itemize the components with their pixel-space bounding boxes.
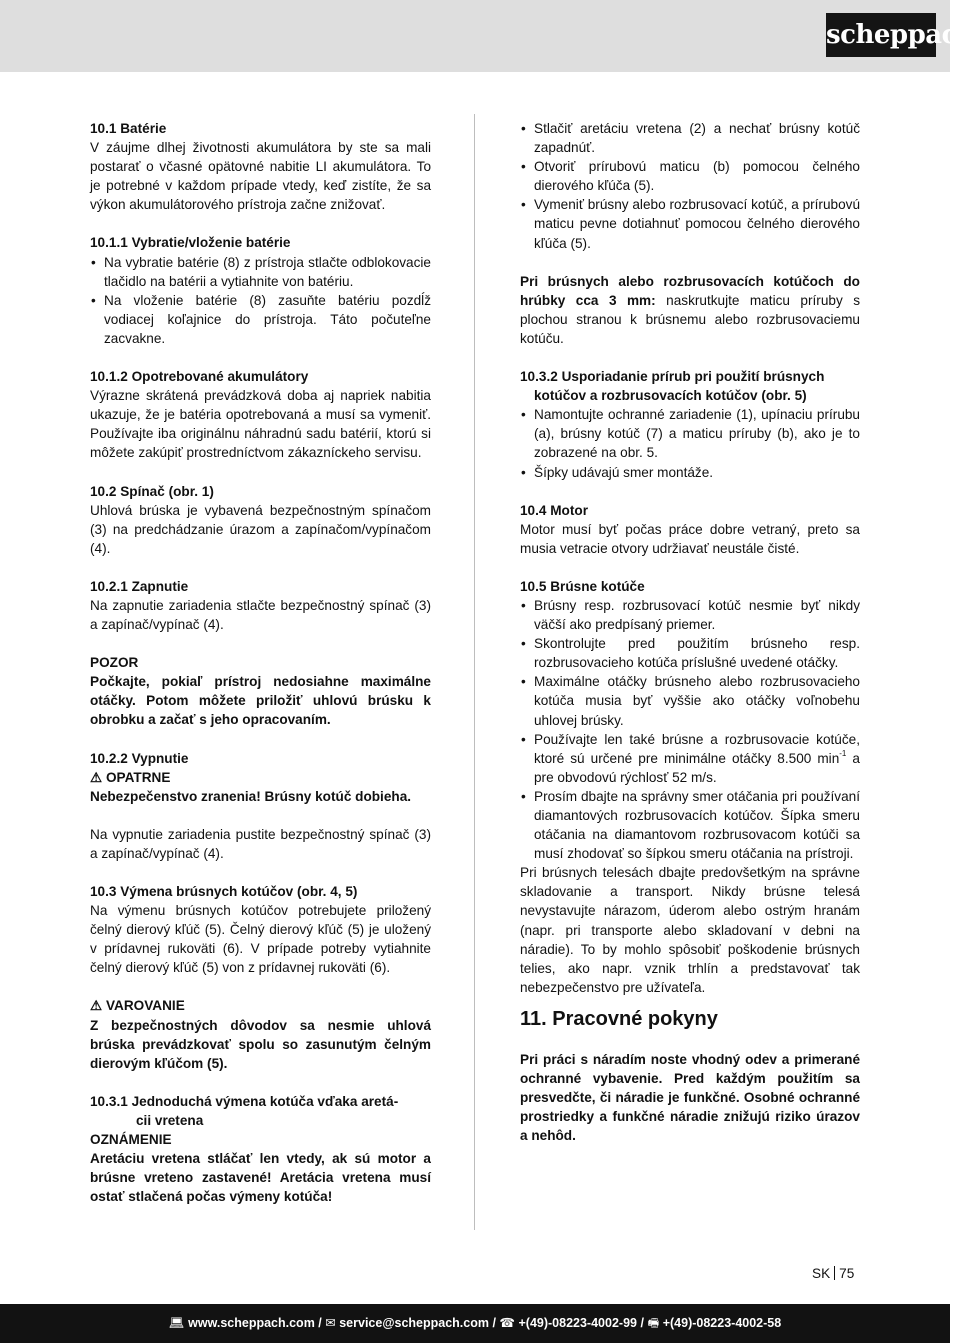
list-spindle-steps bbox=[520, 119, 860, 253]
footer-phone: +(49)-08223-4002-99 / bbox=[518, 1316, 644, 1330]
fax-icon: 🖷︎ bbox=[647, 1316, 660, 1330]
page-number-value: 75 bbox=[839, 1266, 855, 1281]
thin-disc-paragraph bbox=[520, 272, 860, 348]
list-item: • Vymeniť brúsny alebo rozbrusovací kotúč, a prírubovú maticu pevne dotiahnuť pomocou čelného dierového kľúča (5). bbox=[520, 195, 860, 252]
list-10-1-1 bbox=[90, 253, 431, 348]
footer-bar bbox=[0, 1304, 950, 1343]
section-title-10-4: 10.4 Motor bbox=[520, 502, 588, 518]
list-item bbox=[520, 730, 860, 787]
chapter-text-11: Pri práci s náradím noste vhodný odev a primerané ochranné vybavenie. Pred každým použitím sa presvedčte, či náradie je funkčné. Osobné ochranné prostriedky a funkčné náradie znižujú riziko úrazov a nehôd. bbox=[520, 1051, 860, 1144]
right-column bbox=[520, 119, 860, 1145]
list-item: • Otvoriť prírubovú maticu (b) pomocou čelného dierového kľúča (5). bbox=[520, 157, 860, 195]
section-text-10-1: V záujme dlhej životnosti akumulátora by ste sa mali postarať o včasné opätovné nabitie LI akumulátora. To je potrebné v každom prípade vtedy, keď zistíte, že sa výkon akumulátorového prístroja začne znižovať. bbox=[90, 140, 431, 213]
computer-icon: 💻︎ bbox=[168, 1316, 185, 1330]
notice-title: OZNÁMENIE bbox=[90, 1132, 172, 1148]
list-item: • Na vloženie batérie (8) zasuňte batériu pozdĺž vodiacej koľajnice do prístroja. Táto počuteľne zacvakne. bbox=[90, 291, 431, 348]
column-divider bbox=[474, 114, 475, 1230]
section-title-10-3-2-cont: kotúčov a rozbrusovacích kotúčov (obr. 5) bbox=[534, 388, 807, 404]
notice-pozor-text: Počkajte, pokiaľ prístroj nedosiahne maximálne otáčky. Potom môžete priložiť uhlovú brúsku k obrobku a začať s jeho opracovaním. bbox=[90, 674, 431, 728]
list-item: • Stlačiť aretáciu vretena (2) a nechať brúsny kotúč zapadnúť. bbox=[520, 119, 860, 157]
section-title-10-3-1: 10.3.1 Jednoduchá výmena kotúča vďaka aretá- bbox=[90, 1093, 399, 1109]
section-title-10-1-2: 10.1.2 Opotrebované akumulátory bbox=[90, 369, 309, 385]
section-title-10-2-2: 10.2.2 Vypnutie bbox=[90, 750, 189, 766]
superscript: -1 bbox=[839, 748, 847, 758]
section-title-10-2-1: 10.2.1 Zapnutie bbox=[90, 578, 189, 594]
list-item: • Maximálne otáčky brúsneho alebo rozbrusovacieho kotúča musia byť vyššie ako otáčky voľnobehu uhlovej brúsky. bbox=[520, 672, 860, 729]
section-text-10-3: Na výmenu brúsnych kotúčov potrebujete priložený čelný dierový kľúč (5). Čelný dierový kľúč (5) je uložený v prídavnej rukoväti (6). V prípade potreby vytiahnite čelný dierový kľúč (5) von z prídavnej rukoväti (6). bbox=[90, 903, 431, 976]
section-title-10-1-1: 10.1.1 Vybratie/vloženie batérie bbox=[90, 235, 291, 251]
language-code: SK bbox=[812, 1266, 831, 1281]
section-text-10-2: Uhlová brúska je vybavená bezpečnostným spínačom (3) na predchádzanie úrazom a zapínačom/vypínačom (4). bbox=[90, 502, 431, 556]
thin-disc-text: naskrutkujte maticu príruby s plochou stranou k brúsnemu alebo rozbrusovaciemu kotúču. bbox=[520, 292, 861, 346]
list-10-3-2 bbox=[520, 405, 860, 481]
section-title-10-3-2: 10.3.2 Usporiadanie prírub pri použití brúsnych bbox=[520, 369, 825, 385]
section-text-10-1-2: Výrazne skrátená prevádzková doba aj napriek nabitia ukazuje, že je batéria opotrebovaná a musí sa vymeniť. Používajte iba originálnu náhradnú sadu batérií, ktorú si môžete zakúpiť prostredníctvom zákazníckeho servisu. bbox=[90, 388, 431, 461]
list-item-text-cont: a pre obvodovú rýchlosť 52 m/s. bbox=[534, 750, 860, 785]
page-number bbox=[812, 1266, 854, 1281]
notice-pozor-title: POZOR bbox=[90, 655, 139, 671]
footer-web[interactable]: www.scheppach.com / bbox=[188, 1316, 322, 1330]
notice-text: Aretáciu vretena stláčať len vtedy, ak sú motor a brúsne vreteno zastavené! Aretácia vretena musí ostať stlačená počas výmeny kotúča! bbox=[90, 1151, 431, 1205]
footer-mail[interactable]: service@scheppach.com / bbox=[339, 1316, 496, 1330]
section-title-10-5: 10.5 Brúsne kotúče bbox=[520, 578, 645, 594]
page-number-separator bbox=[834, 1266, 835, 1280]
section-title-10-1: 10.1 Batérie bbox=[90, 121, 167, 136]
phone-icon: ☎︎ bbox=[499, 1316, 515, 1330]
section-text-10-2-2: Na vypnutie zariadenia pustite bezpečnostný spínač (3) a zapínač/vypínač (4). bbox=[90, 826, 431, 861]
section-text-10-5: Pri brúsnych telesách dbajte predovšetkým na správne skladovanie a transport. Nikdy brúsne telesá nevystavujte nárazom, úderom alebo ostrým hranám (napr. pri transporte alebo skladovaní v debni na náradie). To by mohlo spôsobiť poškodenie brúsnych telies, ako napr. vznik trhlín a predstavovať tak nebezpečenstvo pre užívateľa. bbox=[520, 865, 860, 995]
list-item: • Na vybratie batérie (8) z prístroja stlačte odblokovacie tlačidlo na batérii a vytiahnite von batériu. bbox=[90, 253, 431, 291]
warning-title: ⚠ VAROVANIE bbox=[90, 998, 185, 1014]
chapter-heading-11 bbox=[520, 1007, 860, 1031]
list-item: • Skontrolujte pred použitím brúsneho resp. rozbrusovacieho kotúča príslušné uvedené otáčky. bbox=[520, 634, 860, 672]
section-text-10-2-1: Na zapnutie zariadenia stlačte bezpečnostný spínač (3) a zapínač/vypínač (4). bbox=[90, 597, 431, 633]
list-item-text: Používajte len také brúsne a rozbrusovacie kotúče, ktoré sú určené pre minimálne otáčky 8.500 min bbox=[534, 731, 860, 766]
chapter-title: Pracovné pokyny bbox=[552, 1007, 718, 1030]
list-item: • Prosím dbajte na správny smer otáčania pri používaní diamantových rozbrusovacích kotúčov. Šípka smeru otáčania na diamantovom rozbrusovacom kotúči sa musí zhodovať so šípkou smeru otáčania na prístroji. bbox=[520, 787, 860, 863]
caution-title: ⚠ OPATRNE bbox=[90, 769, 171, 785]
list-item: • Šípky udávajú smer montáže. bbox=[520, 463, 860, 482]
header-bar bbox=[0, 0, 950, 72]
caution-text: Nebezpečenstvo zranenia! Brúsny kotúč dobieha. bbox=[90, 788, 412, 804]
thin-disc-lead: Pri brúsnych alebo rozbrusovacích kotúčoch do hrúbky cca 3 mm: bbox=[520, 273, 860, 308]
section-title-10-3: 10.3 Výmena brúsnych kotúčov (obr. 4, 5) bbox=[90, 884, 358, 899]
list-item: • Brúsny resp. rozbrusovací kotúč nesmie byť nikdy väčší ako predpísaný priemer. bbox=[520, 596, 860, 634]
section-title-10-2: 10.2 Spínač (obr. 1) bbox=[90, 483, 214, 499]
left-column bbox=[90, 119, 431, 1206]
section-title-10-3-1-cont: cii vretena bbox=[136, 1112, 204, 1128]
brand-logo: scheppach bbox=[826, 13, 936, 57]
footer-fax: +(49)-08223-4002-58 bbox=[662, 1316, 782, 1330]
list-10-5 bbox=[520, 596, 860, 863]
chapter-number: 11. bbox=[520, 1007, 547, 1030]
section-text-10-4: Motor musí byť počas práce dobre vetraný, preto sa musia vetracie otvory udržiavať neustále čisté. bbox=[520, 521, 860, 556]
warning-text: Z bezpečnostných dôvodov sa nesmie uhlová brúska prevádzkovať spolu so zasunutým čelným dierovým kľúčom (5). bbox=[90, 1017, 431, 1071]
mail-icon: ✉︎ bbox=[325, 1316, 336, 1330]
list-item: • Namontujte ochranné zariadenie (1), upínaciu prírubu (a), brúsny kotúč (7) a maticu príruby (b), ako je to zobrazené na obr. 5. bbox=[520, 405, 860, 462]
